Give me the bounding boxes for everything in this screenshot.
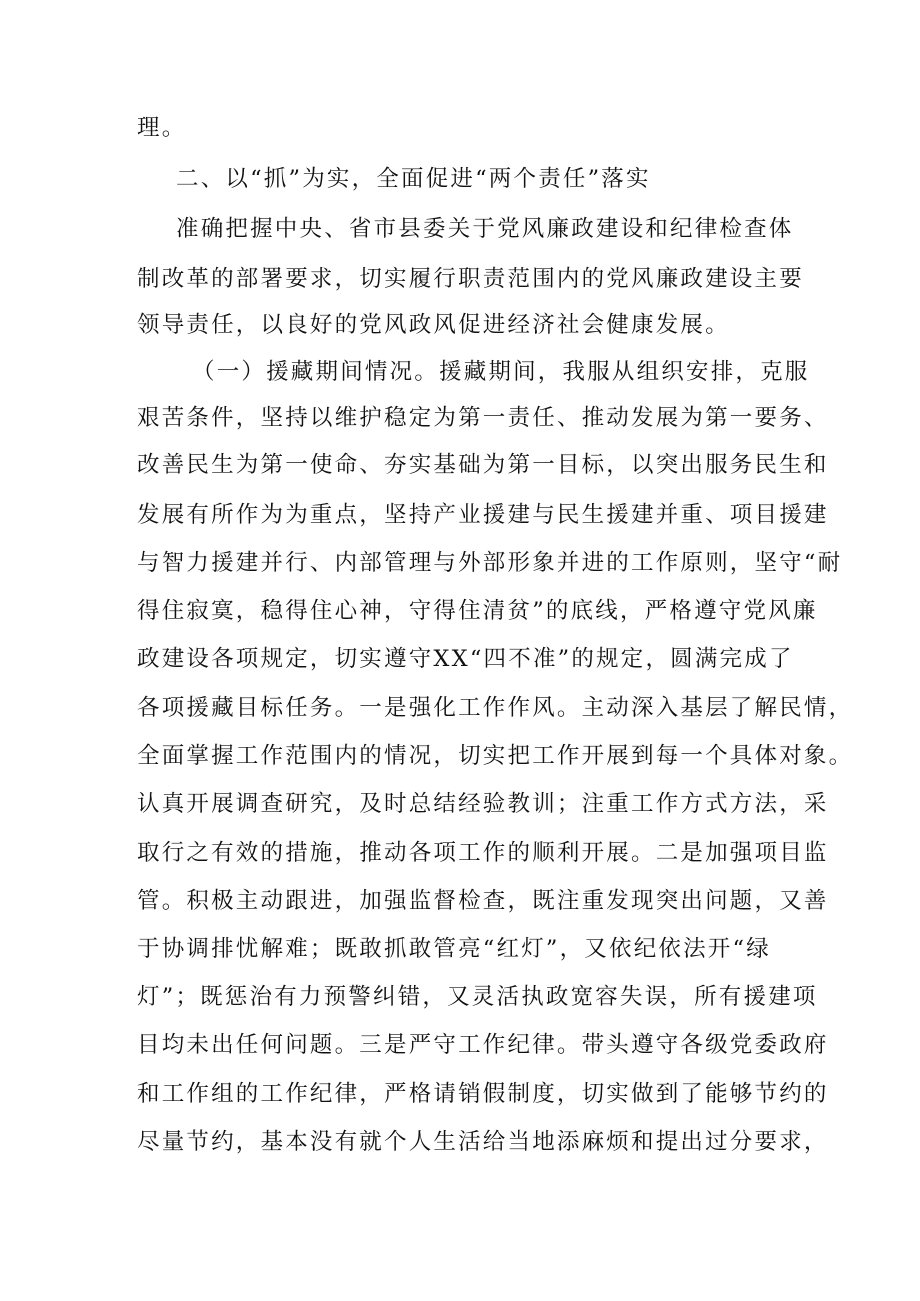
text-line-4: 制改革的部署要求，切实履行职责范围内的党风廉政建设主要 — [137, 266, 804, 292]
text-line-13: 各项援藏目标任务。一是强化工作作风。主动深入基层了解民情， — [137, 695, 854, 721]
text-line-11: 得住寂寞，稳得住心神，守得住清贫”的底线，严格遵守党风廉 — [137, 598, 818, 624]
text-line-19: 灯”；既惩治有力预警纠错，又灵活执政宽容失误，所有援建项 — [137, 984, 818, 1010]
text-line-16: 取行之有效的措施，推动各项工作的顺利开展。二是加强项目监 — [137, 840, 829, 866]
text-line-10: 与智力援建并行、内部管理与外部形象并进的工作原则，坚守“耐 — [137, 550, 843, 576]
text-line-9: 发展有所作为为重点，坚持产业援建与民生援建并重、项目援建 — [137, 502, 829, 528]
text-line-14: 全面掌握工作范围内的情况，切实把工作开展到每一个具体对象。 — [137, 743, 854, 769]
text-line-21: 和工作组的工作纪律，严格请销假制度，切实做到了能够节约的 — [137, 1081, 829, 1107]
text-line-22: 尽量节约，基本没有就个人生活给当地添麻烦和提出过分要求， — [137, 1129, 829, 1155]
text-line-17: 管。积极主动跟进，加强监督检查，既注重发现突出问题，又善 — [137, 888, 829, 914]
text-line-5: 领导责任，以良好的党风政风促进经济社会健康发展。 — [137, 312, 730, 338]
text-line-8: 改善民生为第一使命、夯实基础为第一目标，以突出服务民生和 — [137, 452, 829, 478]
text-line-20: 目均未出任何问题。三是严守工作纪律。带头遵守各级党委政府 — [137, 1032, 829, 1058]
text-line-7: 艰苦条件，坚持以维护稳定为第一责任、推动发展为第一要务、 — [137, 405, 829, 431]
text-line-18: 于协调排忧解难；既敢抓敢管亮“红灯”，又依纪依法开“绿 — [137, 936, 771, 962]
text-line-15: 认真开展调查研究，及时总结经验教训；注重工作方式方法，采 — [137, 791, 829, 817]
text-line-1: 理。 — [137, 115, 187, 141]
section-heading: 二、以“抓”为实，全面促进“两个责任”落实 — [176, 166, 651, 192]
subsection-heading: （一）援藏期间情况。援藏期间，我服从组织安排，克服 — [192, 359, 810, 385]
text-line-12: 政建设各项规定，切实遵守XX“四不准”的规定，圆满完成了 — [137, 646, 794, 672]
text-line-3: 准确把握中央、省市县委关于党风廉政建设和纪律检查体 — [176, 216, 794, 242]
